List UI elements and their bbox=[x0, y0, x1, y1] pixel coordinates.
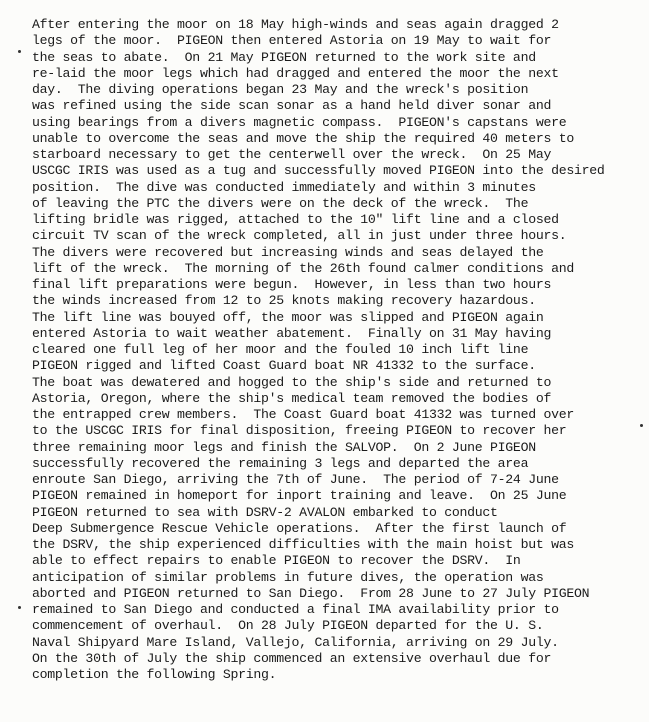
text-line: circuit TV scan of the wreck completed, all in just under three hours. bbox=[32, 228, 567, 244]
text-line: enroute San Diego, arriving the 7th of June. The period of 7-24 June bbox=[32, 472, 559, 487]
body-text bbox=[32, 17, 644, 683]
text-line: aborted and PIGEON returned to San Diego. From 28 June to 27 July PIGEON bbox=[32, 585, 590, 601]
text-line: was refined using the side scan sonar as a hand held diver sonar and bbox=[32, 98, 552, 114]
text-line: to the USCGC IRIS for final disposition, freeing PIGEON to recover her bbox=[32, 423, 567, 439]
text-line: USCGC IRIS was used as a tug and successfully moved PIGEON into the desired bbox=[32, 163, 605, 179]
text-line: starboard necessary to get the centerwell over the wreck. On 25 May bbox=[32, 147, 552, 162]
text-line: PIGEON returned to sea with DSRV-2 AVALON embarked to conduct bbox=[32, 504, 498, 520]
text-line: After entering the moor on 18 May high-winds and seas again dragged 2 bbox=[32, 17, 559, 32]
text-line: of leaving the PTC the divers were on the deck of the wreck. The bbox=[32, 195, 529, 211]
text-line: the seas to abate. On 21 May PIGEON returned to the work site and bbox=[32, 49, 536, 65]
text-line: day. The diving operations began 23 May and the wreck's position bbox=[32, 82, 529, 97]
scan-speck bbox=[18, 50, 21, 53]
text-line: final lift preparations were begun. However, in less than two hours bbox=[32, 277, 552, 292]
text-line: Deep Submergence Rescue Vehicle operations. After the first launch of bbox=[32, 520, 567, 536]
text-line: cleared one full leg of her moor and the fouled 10 inch lift line bbox=[32, 342, 529, 357]
text-line: On the 30th of July the ship commenced an extensive overhaul due for bbox=[32, 650, 552, 666]
text-line: legs of the moor. PIGEON then entered Astoria on 19 May to wait for bbox=[32, 33, 552, 49]
text-line: the DSRV, the ship experienced difficulties with the main hoist but was bbox=[32, 537, 574, 552]
scan-speck bbox=[18, 606, 21, 609]
text-line: re-laid the moor legs which had dragged and entered the moor the next bbox=[32, 65, 559, 81]
text-line: PIGEON rigged and lifted Coast Guard boat NR 41332 to the surface. bbox=[32, 358, 536, 374]
text-line: the winds increased from 12 to 25 knots making recovery hazardous. bbox=[32, 293, 536, 309]
text-line: position. The dive was conducted immediately and within 3 minutes bbox=[32, 179, 536, 195]
text-line: the entrapped crew members. The Coast Guard boat 41332 was turned over bbox=[32, 407, 574, 422]
text-line: able to effect repairs to enable PIGEON to recover the DSRV. In bbox=[32, 553, 521, 569]
scan-speck bbox=[640, 424, 643, 427]
text-line: completion the following Spring. bbox=[32, 667, 277, 682]
text-line: The divers were recovered but increasing winds and seas delayed the bbox=[32, 244, 544, 260]
text-line: lift of the wreck. The morning of the 26th found calmer conditions and bbox=[32, 260, 574, 276]
text-line: The boat was dewatered and hogged to the ship's side and returned to bbox=[32, 374, 552, 390]
text-line: The lift line was bouyed off, the moor was slipped and PIGEON again bbox=[32, 309, 544, 325]
text-line: Astoria, Oregon, where the ship's medical team removed the bodies of bbox=[32, 390, 552, 406]
text-line: three remaining moor legs and finish the SALVOP. On 2 June PIGEON bbox=[32, 439, 536, 455]
text-line: unable to overcome the seas and move the ship the required 40 meters to bbox=[32, 130, 574, 146]
text-line: successfully recovered the remaining 3 legs and departed the area bbox=[32, 455, 529, 471]
text-line: using bearings from a divers magnetic compass. PIGEON's capstans were bbox=[32, 114, 567, 130]
text-line: remained to San Diego and conducted a final IMA availability prior to bbox=[32, 602, 559, 617]
text-line: entered Astoria to wait weather abatement. Finally on 31 May having bbox=[32, 325, 552, 341]
text-line: anticipation of similar problems in future dives, the operation was bbox=[32, 569, 544, 585]
text-line: Naval Shipyard Mare Island, Vallejo, California, arriving on 29 July. bbox=[32, 634, 559, 650]
text-line: lifting bridle was rigged, attached to the 10" lift line and a closed bbox=[32, 212, 559, 227]
text-line: commencement of overhaul. On 28 July PIGEON departed for the U. S. bbox=[32, 618, 544, 634]
text-line: PIGEON remained in homeport for inport training and leave. On 25 June bbox=[32, 488, 567, 504]
